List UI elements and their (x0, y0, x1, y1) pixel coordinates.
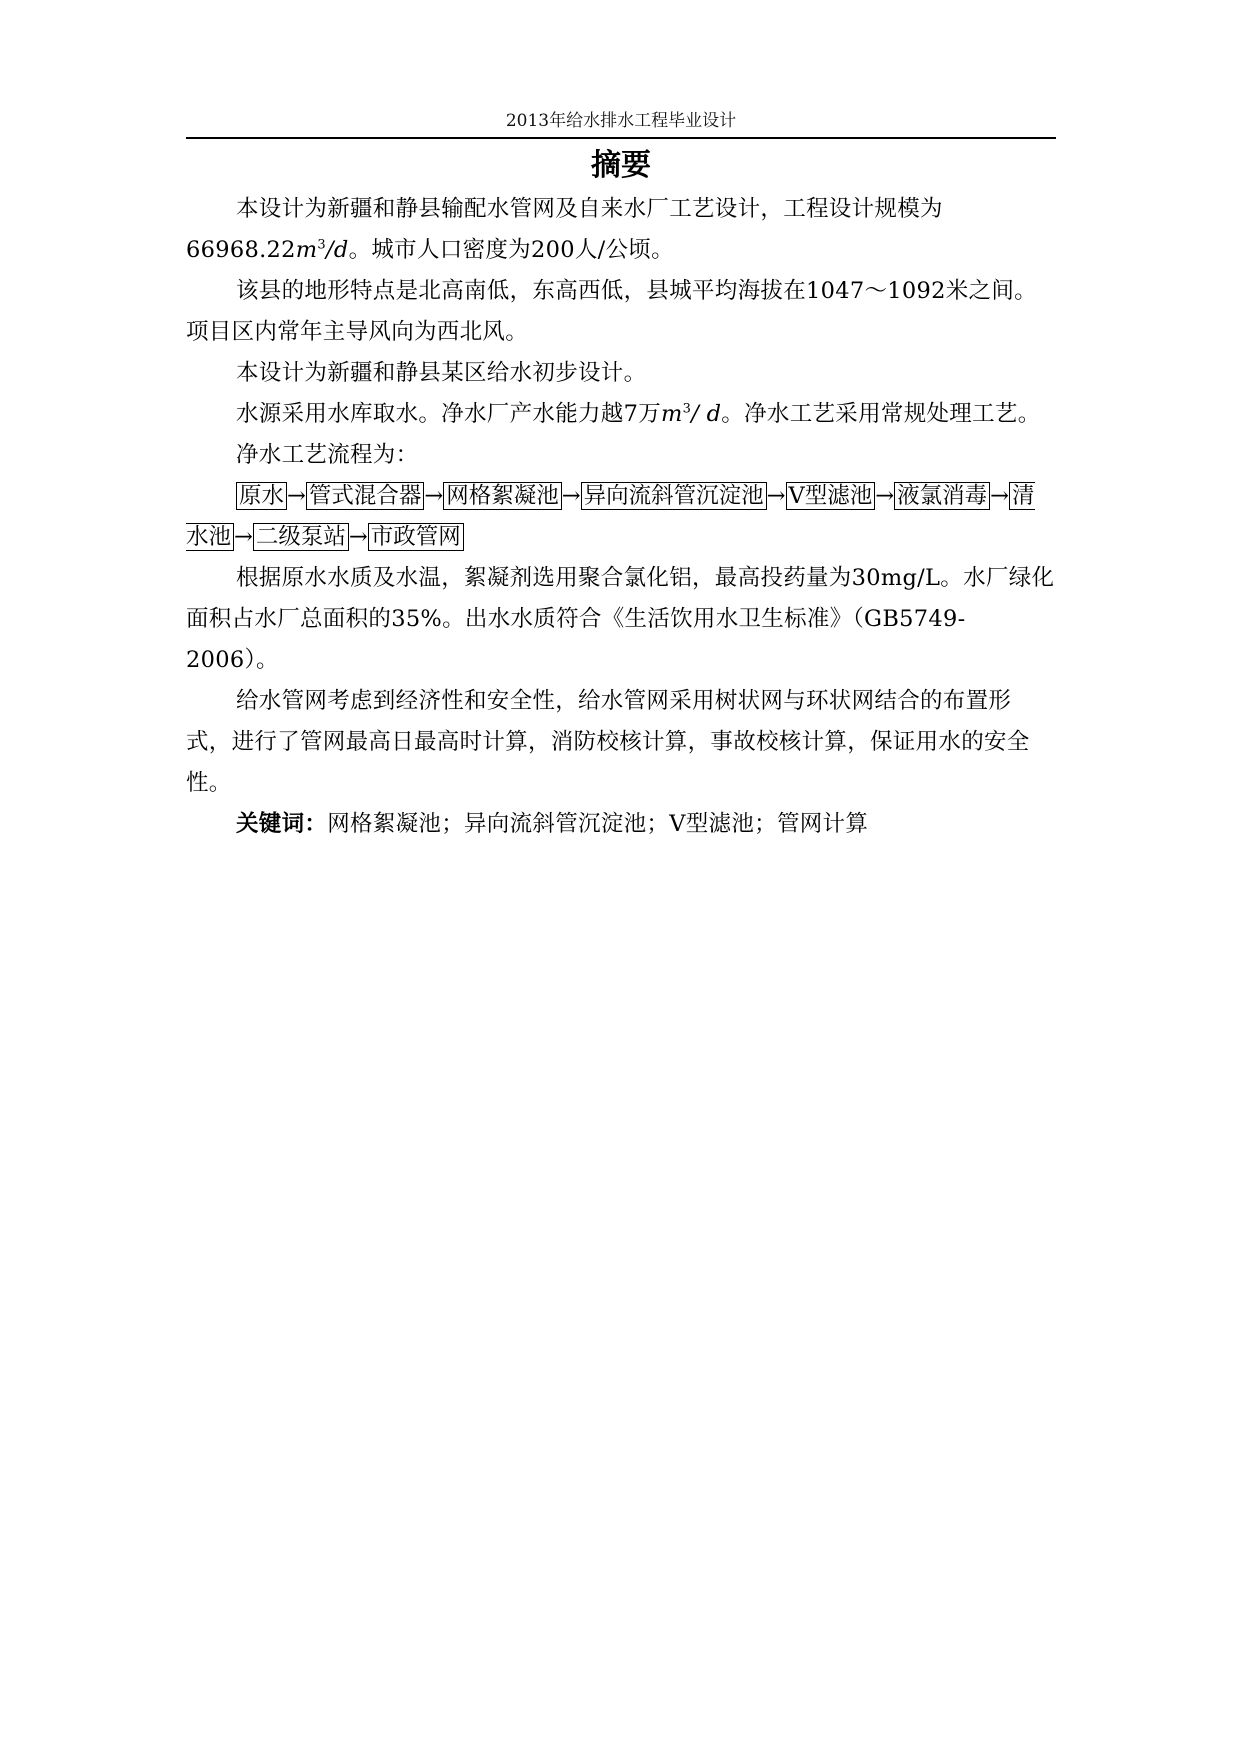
document-page (186, 108, 1056, 845)
keywords-line (186, 804, 1056, 845)
p4-unit-d: / d (691, 401, 722, 427)
page-title: 摘要 (591, 148, 651, 183)
flow-arrow-icon: → (990, 483, 1009, 509)
flow-arrow-icon: → (234, 524, 253, 550)
p1-unit-sup: 3 (317, 237, 326, 253)
process-flow (186, 476, 1056, 558)
p4-text: 水源采用水库取水。净水厂产水能力越7万 (236, 401, 662, 427)
flow-step-sedimentation: 异向流斜管沉淀池 (581, 482, 767, 510)
flow-step-clear-water-tank: 清水池 (186, 483, 1035, 550)
abstract-paragraph-2: 该县的地形特点是北高南低，东高西低，县城平均海拔在1047～1092米之间。项目区内常年主导风向为西北风。 (186, 278, 1037, 345)
flow-arrow-icon: → (875, 483, 895, 509)
flow-step-pipe-mixer: 管式混合器 (306, 482, 425, 510)
keywords-label: 关键词： (236, 811, 328, 837)
abstract-paragraph-7: 给水管网考虑到经济性和安全性，给水管网采用树状网与环状网结合的布置形式，进行了管网最高日最高时计算，消防校核计算，事故校核计算，保证用水的安全性。 (186, 688, 1030, 796)
p4-text-after: 。净水工艺采用常规处理工艺。 (721, 401, 1041, 427)
running-header: 2013年给水排水工程毕业设计 (186, 108, 1056, 139)
p4-unit-m: m (661, 401, 683, 427)
flow-arrow-icon: → (348, 524, 368, 550)
flow-arrow-icon: → (766, 483, 786, 509)
p4-unit-sup: 3 (682, 401, 692, 417)
abstract-paragraph-4 (186, 394, 1056, 435)
flow-arrow-icon: → (424, 483, 444, 509)
p1-unit-m: m (295, 237, 318, 263)
abstract-paragraph-3: 本设计为新疆和静县某区给水初步设计。 (236, 360, 647, 386)
abstract-paragraph-5: 净水工艺流程为： (236, 442, 419, 468)
flow-step-municipal-network: 市政管网 (368, 523, 464, 551)
abstract-paragraph-1 (186, 189, 1056, 271)
flow-step-raw-water: 原水 (236, 482, 287, 510)
abstract-paragraph-6: 根据原水水质及水温，絮凝剂选用聚合氯化铝，最高投药量为30mg/L。水厂绿化面积占水厂总面积的35%。出水水质符合《生活饮用水卫生标准》（GB5749-2006）。 (186, 565, 1055, 673)
flow-arrow-icon: → (287, 483, 306, 509)
flow-arrow-icon: → (561, 483, 581, 509)
p1-text-after: 。城市人口密度为200人/公顷。 (348, 237, 674, 263)
p1-text: 本设计为新疆和静县输配水管网及自来水厂工艺设计，工程设计规模为66968.22 (186, 196, 943, 263)
keywords-text: 网格絮凝池；异向流斜管沉淀池；V型滤池；管网计算 (327, 811, 869, 837)
flow-step-grid-flocculation: 网格絮凝池 (443, 482, 562, 510)
p1-unit-d: /d (325, 237, 349, 263)
flow-step-pump-station: 二级泵站 (253, 523, 349, 551)
flow-step-disinfection: 液氯消毒 (894, 482, 990, 510)
flow-step-v-filter: V型滤池 (786, 482, 876, 510)
